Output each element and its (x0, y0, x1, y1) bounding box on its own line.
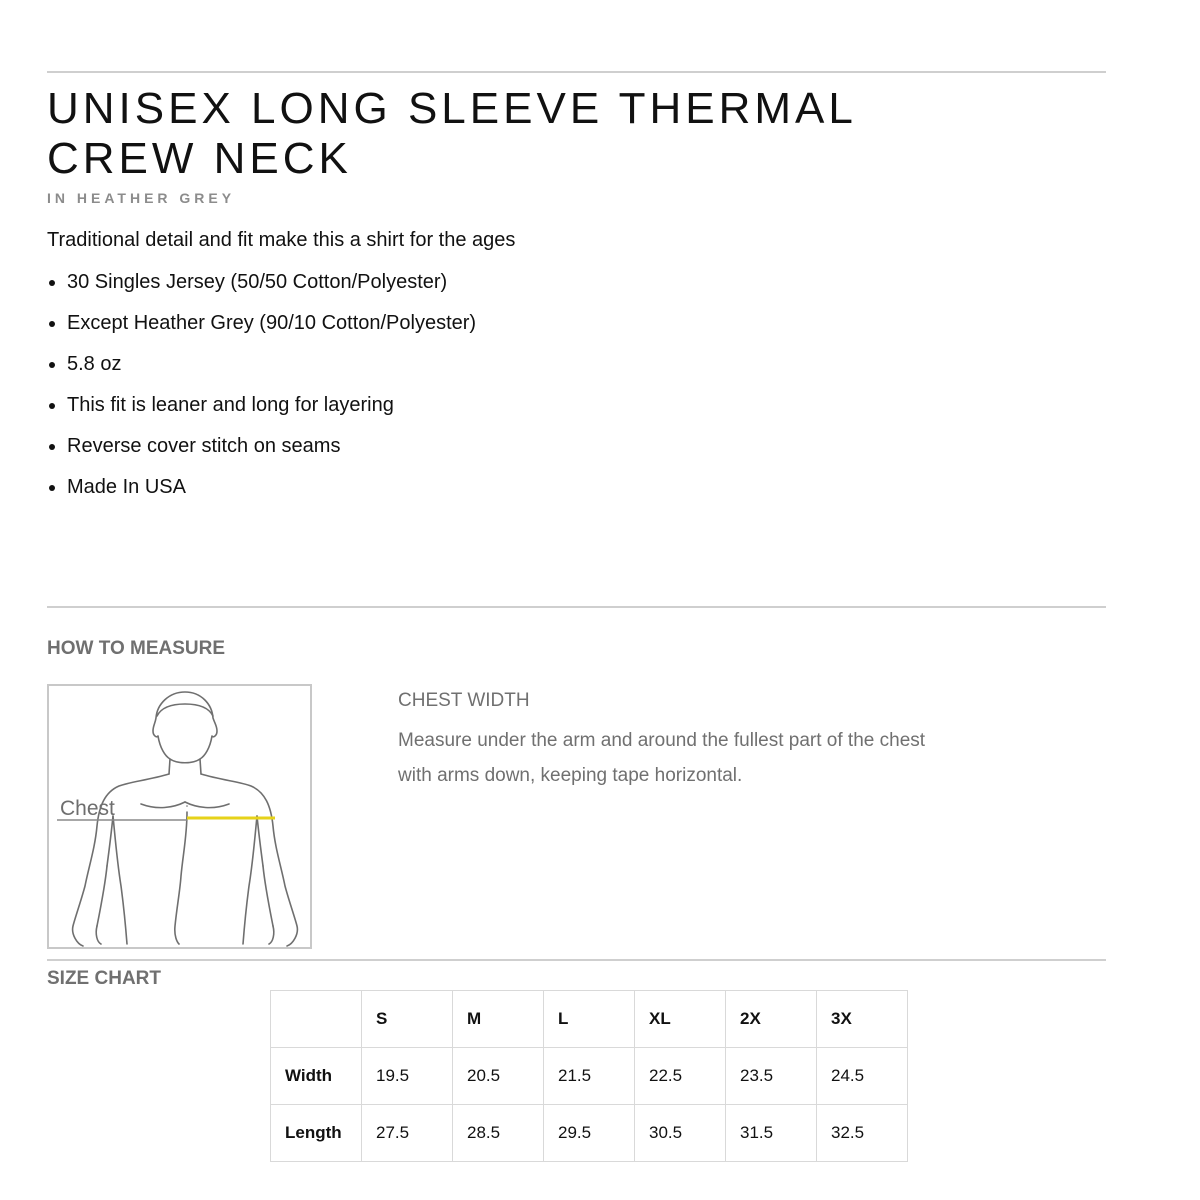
feature-item: Except Heather Grey (90/10 Cotton/Polyester) (47, 311, 476, 352)
table-row-label: Width (271, 1048, 362, 1105)
table-row (271, 1105, 908, 1162)
product-description: Traditional detail and fit make this a shirt for the ages (47, 229, 516, 251)
size-chart-heading: SIZE CHART (47, 968, 161, 989)
table-row (271, 1048, 908, 1105)
table-header-cell: 2X (726, 991, 817, 1048)
feature-item: 30 Singles Jersey (50/50 Cotton/Polyester) (47, 270, 476, 311)
measure-description: Measure under the arm and around the fullest part of the chest with arms down, keeping tape horizontal. (398, 730, 926, 786)
product-subtitle: IN HEATHER GREY (47, 190, 236, 206)
table-header-row (271, 991, 908, 1048)
table-cell: 24.5 (817, 1048, 908, 1105)
product-title-line-1: UNISEX LONG SLEEVE THERMAL (47, 84, 857, 133)
table-cell: 27.5 (362, 1105, 453, 1162)
table-header-cell (271, 991, 362, 1048)
table-row-label: Length (271, 1105, 362, 1162)
section-divider (47, 959, 1106, 961)
product-title-line-2: CREW NECK (47, 134, 352, 183)
feature-item: 5.8 oz (47, 352, 476, 393)
chest-label: Chest (60, 797, 115, 820)
measure-title: CHEST WIDTH (398, 690, 530, 711)
feature-list (47, 270, 476, 516)
table-header-cell: S (362, 991, 453, 1048)
how-to-measure-heading: HOW TO MEASURE (47, 638, 226, 659)
product-title (47, 84, 1047, 184)
table-header-cell: M (453, 991, 544, 1048)
table-cell: 29.5 (544, 1105, 635, 1162)
table-cell: 30.5 (635, 1105, 726, 1162)
top-divider (47, 71, 1106, 73)
table-cell: 19.5 (362, 1048, 453, 1105)
table-cell: 23.5 (726, 1048, 817, 1105)
table-header-cell: XL (635, 991, 726, 1048)
section-divider (47, 606, 1106, 608)
table-cell: 22.5 (635, 1048, 726, 1105)
feature-item: Reverse cover stitch on seams (47, 434, 476, 475)
table-header-cell: L (544, 991, 635, 1048)
table-cell: 32.5 (817, 1105, 908, 1162)
table-cell: 20.5 (453, 1048, 544, 1105)
feature-item: This fit is leaner and long for layering (47, 393, 476, 434)
measure-figure (47, 684, 312, 949)
table-cell: 31.5 (726, 1105, 817, 1162)
feature-item: Made In USA (47, 475, 476, 516)
table-cell: 21.5 (544, 1048, 635, 1105)
table-cell: 28.5 (453, 1105, 544, 1162)
table-header-cell: 3X (817, 991, 908, 1048)
size-chart-table (270, 990, 908, 1162)
